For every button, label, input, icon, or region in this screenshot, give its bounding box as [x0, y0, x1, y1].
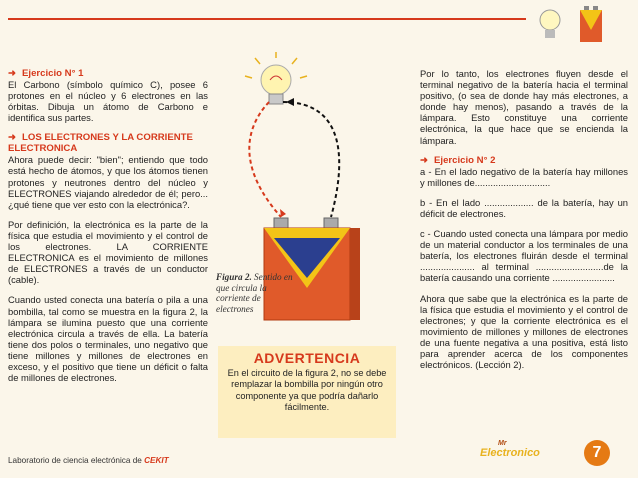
warning-title: ADVERTENCIA [253, 350, 361, 366]
warning-text: En el circuito de la figura 2, no se debe remplazar la bombilla por ningún otro componente ya que podría dañarlo fácilmente. [227, 368, 387, 413]
arrow-right-icon: ➜ [8, 132, 17, 144]
question-c: c - Cuando usted conecta una lámpara por medio de un material conductor a los terminales de una batería, los electrones fluirán desde el terminal ..................... al terminal ..........................de la batería causando una corriente ........................ [420, 228, 628, 284]
battery-icon [580, 6, 602, 42]
figure-caption: Figura 2. Sentido en que circula la corriente de electrones [216, 272, 293, 314]
arrow-right-icon: ➜ [420, 154, 429, 166]
paragraph-flow: Por lo tanto, los electrones fluyen desde el terminal negativo de la batería hacia el terminal positivo, (o sea de donde hay más electrones, a donde hay menos), pasando a través de la lámpara. Esto constituye una corriente electrónica, la que hace que se encienda la lámpara. [420, 68, 628, 146]
wire-red [249, 102, 281, 217]
light-bulb-illustration [245, 52, 307, 104]
exercise-1-text: El Carbono (símbolo químico C), posee 6 protones en el núcleo y 6 electrones en las órbitas. Dibuja un átomo de Carbono e identifica sus partes. [8, 79, 208, 124]
footer-text: Laboratorio de ciencia electrónica de CEKIT [8, 456, 169, 465]
exercise-2-heading: ➜ Ejercicio N° 2 [420, 154, 496, 166]
header-icons [530, 2, 630, 46]
question-b: b - En el lado ................... de la batería, hay un déficit de electrones. [420, 196, 628, 219]
paragraph-conclusion: Ahora que sabe que la electrónica es la parte de la física que estudia el movimiento y el control de electrones; y que la corriente electrónica es el movimiento de millones y millones de electrones de una fuente negativa a una positiva, está listo para aprender acerca de los componentes electrónicos. (Lección 2). [420, 292, 628, 371]
brand-logo: CEKIT [144, 456, 169, 465]
right-column [420, 68, 628, 379]
page-number: 7 [584, 440, 610, 466]
paragraph-definition: Por definición, la electrónica es la parte de la física que estudia el movimiento y el control de los electrones. LA CORRIENTE ELECTRONICA es el movimiento de millones de ELECTRONES a través de un conductor (cable). [8, 218, 208, 286]
wire-black [283, 102, 339, 217]
bulb-icon [540, 10, 560, 38]
paragraph-intro: Ahora puede decir: "bien"; entiendo que todo está hecho de átomos, y que los átomos tienen protones y neutrones dentro del núcleo y ELECTRONES viajando alrededor de él; pero... ¿qué tiene que ver esto con la electrónica?. [8, 154, 208, 210]
exercise-1-heading: ➜ Ejercicio N° 1 [8, 68, 84, 79]
header-rule [8, 18, 526, 20]
question-a: a - En el lado negativo de la batería hay millones y millones de............................. [420, 165, 628, 188]
left-column [8, 68, 208, 392]
mascot-logo: Mr Electronico [480, 440, 540, 459]
paragraph-battery: Cuando usted conecta una batería o pila a una bombilla, tal como se muestra en la figura 2, la lámpara se ilumina puesto que una corriente electrónica circula a través de ella. La batería tiene dos polos o terminales, uno negativo que tiene millones y millones de electrones en exceso, y el positivo que tiene un déficit o falta de millones de electrones. [8, 294, 208, 384]
arrow-right-icon: ➜ [8, 68, 17, 79]
section-heading: ➜ LOS ELECTRONES Y LA CORRIENTE ELECTRONICA [8, 132, 193, 155]
warning-box [218, 346, 396, 438]
